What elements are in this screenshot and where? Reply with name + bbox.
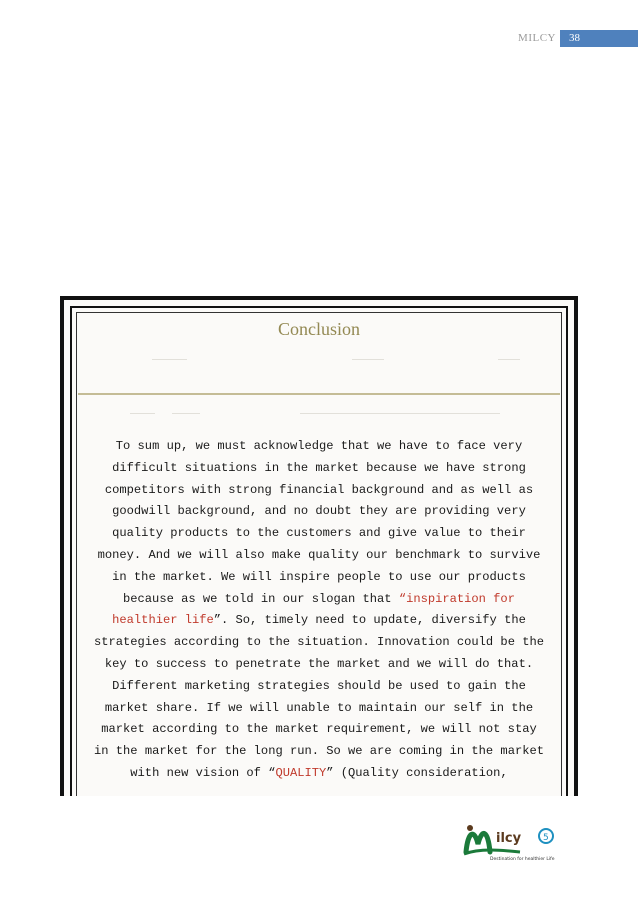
- page-number: 38: [569, 32, 580, 44]
- paragraph-line: market share. If we will unable to maintain our self in the: [104, 700, 534, 715]
- paragraph-line: in the market for the long run. So we are coming in the market: [94, 744, 544, 759]
- svg-text:5: 5: [543, 833, 549, 843]
- paragraph-line: money. And we will also make quality our benchmark to survive: [97, 547, 541, 562]
- line-text: because as we told in our slogan that: [123, 591, 399, 606]
- line-text: ” (Quality consideration,: [326, 765, 508, 780]
- section-title: Conclusion: [277, 319, 360, 339]
- title-underline: [78, 393, 560, 395]
- paragraph-line: [68, 589, 570, 611]
- slogan-highlight: “inspiration for: [398, 591, 515, 606]
- quality-highlight: QUALITY: [275, 765, 327, 780]
- paragraph-line: in the market. We will inspire people to use our products: [112, 569, 526, 584]
- paragraph-line: strategies according to the situation. Innovation could be the: [94, 635, 544, 650]
- faint-rule: [152, 359, 187, 360]
- svg-text:ilcy: ilcy: [496, 831, 522, 846]
- paragraph-line: [68, 610, 570, 632]
- faint-rule: [300, 413, 500, 414]
- page-number-badge: [560, 30, 638, 47]
- running-header-title: MILCY: [518, 32, 556, 44]
- paragraph-line: market according to the market requirement, we will not stay: [101, 722, 537, 737]
- paragraph-line: competitors with strong financial background and as well as: [104, 482, 534, 497]
- faint-rule: [352, 359, 384, 360]
- line-text: with new vision of “: [130, 765, 276, 780]
- faint-rule: [130, 413, 155, 414]
- paragraph-line: Different marketing strategies should be used to gain the: [112, 678, 526, 693]
- logo-tagline: Destination for healthier Life: [490, 857, 555, 862]
- slogan-highlight: healthier life: [112, 613, 214, 628]
- faint-rule: [172, 413, 200, 414]
- milcy-logo: [460, 818, 560, 864]
- paragraph-line: difficult situations in the market because we have strong: [112, 460, 526, 475]
- line-text: ”. So, timely need to update, diversify the: [213, 613, 526, 628]
- paragraph-line: goodwill background, and no doubt they are providing very: [112, 504, 526, 519]
- paragraph-line: To sum up, we must acknowledge that we have to face very: [115, 439, 523, 453]
- paragraph-line: key to success to penetrate the market and we will do that.: [104, 656, 534, 671]
- paragraph-line: quality products to the customers and give value to their: [112, 526, 526, 541]
- faint-rule: [498, 359, 520, 360]
- paragraph-line: [68, 763, 570, 785]
- conclusion-paragraph: [68, 436, 570, 785]
